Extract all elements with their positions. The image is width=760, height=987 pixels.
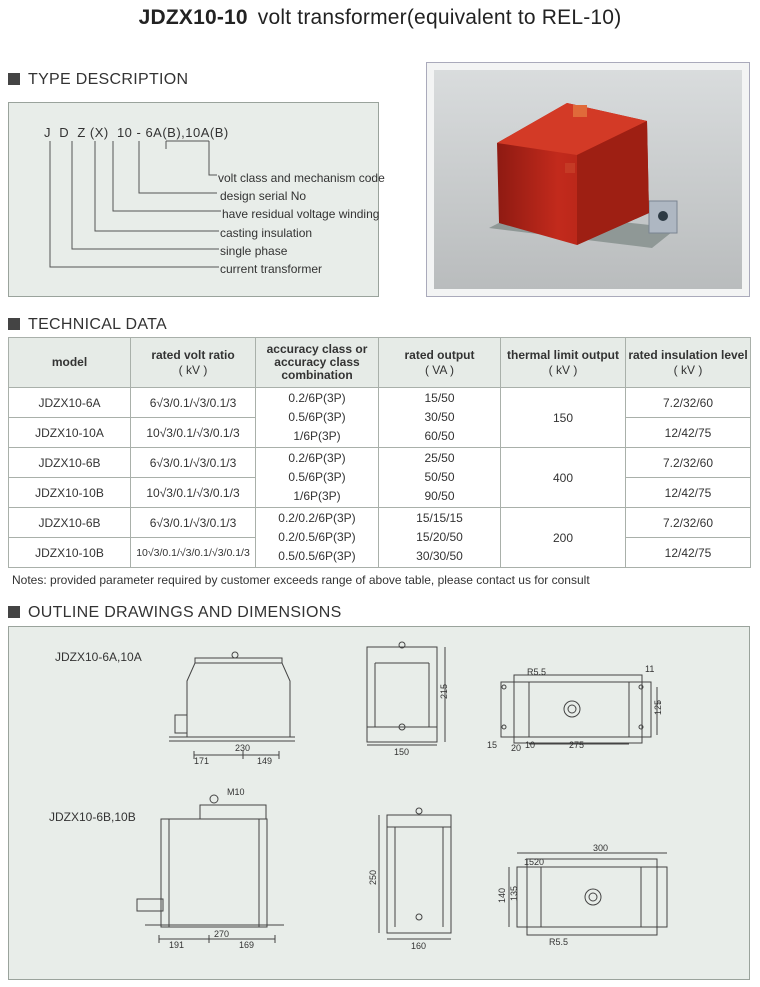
drawing-label-a: JDZX10-6A,10A <box>55 650 142 664</box>
dim-b-169: 169 <box>239 940 255 950</box>
cell-ratio: 6√3/0.1/√3/0.1/3 <box>131 388 256 418</box>
cell-model: JDZX10-6B <box>9 508 131 538</box>
technical-data-table <box>8 337 751 568</box>
table-row <box>9 508 751 538</box>
dim-b-r: R5.5 <box>549 937 569 947</box>
cell-thermal: 200 <box>501 508 626 568</box>
table-row <box>9 448 751 478</box>
type-description-panel <box>8 102 385 297</box>
cell-model: JDZX10-6A <box>9 388 131 418</box>
title-text: volt transformer(equivalent to REL-10) <box>257 6 622 29</box>
dim-b-250: 250 <box>368 869 378 885</box>
type-label-casting-insulation: casting insulation <box>220 226 313 240</box>
dim-a-230: 230 <box>235 743 251 753</box>
cell-insulation: 12/42/75 <box>626 538 751 568</box>
dim-b-160: 160 <box>411 941 427 951</box>
header-accuracy: accuracy class or accuracy class combination <box>256 338 379 388</box>
page-title <box>0 6 760 30</box>
section-bullet-icon <box>8 73 20 85</box>
dim-b-1520: 1520 <box>524 857 545 867</box>
cell-ratio: 10√3/0.1/√3/0.1/3 <box>131 478 256 508</box>
dim-a-171: 171 <box>194 756 210 766</box>
product-photo-frame <box>426 62 750 297</box>
drawing-label-b: JDZX10-6B,10B <box>49 810 136 824</box>
cell-thermal: 400 <box>501 448 626 508</box>
dim-a-r: R5.5 <box>527 667 547 677</box>
technical-data-heading: TECHNICAL DATA <box>8 316 167 334</box>
cell-accuracy-group: 0.2/6P(3P) 0.5/6P(3P) 1/6P(3P) <box>256 448 379 508</box>
outline-drawings-panel <box>8 626 750 980</box>
cell-ratio: 10√3/0.1/√3/0.1/√3/0.1/3 <box>131 538 256 568</box>
header-output: rated output ( VA ) <box>379 338 501 388</box>
header-thermal: thermal limit output ( kV ) <box>501 338 626 388</box>
cell-insulation: 12/42/75 <box>626 418 751 448</box>
type-code-leader-lines <box>9 103 380 298</box>
cell-thermal: 150 <box>501 388 626 448</box>
type-label-residual-winding: have residual voltage winding <box>222 207 380 221</box>
dim-a-149: 149 <box>257 756 273 766</box>
type-label-current-transformer: current transformer <box>220 262 323 276</box>
title-model: JDZX10-10 <box>138 6 248 29</box>
cell-output-group: 25/50 50/50 90/50 <box>379 448 501 508</box>
cell-accuracy-group: 0.2/0.2/6P(3P) 0.2/0.5/6P(3P) 0.5/0.5/6P(3P) <box>256 508 379 568</box>
cell-insulation: 12/42/75 <box>626 478 751 508</box>
type-label-design-serial: design serial No <box>220 189 307 203</box>
header-ratio: rated volt ratio ( kV ) <box>131 338 256 388</box>
dim-a-215: 215 <box>439 683 449 699</box>
cell-ratio: 6√3/0.1/√3/0.1/3 <box>131 508 256 538</box>
dim-b-m10: M10 <box>227 787 245 797</box>
transformer-photo <box>427 63 749 296</box>
table-header-row <box>9 338 751 388</box>
type-label-volt-class: volt class and mechanism code <box>218 171 385 185</box>
outline-heading: OUTLINE DRAWINGS AND DIMENSIONS <box>8 604 342 622</box>
cell-ratio: 10√3/0.1/√3/0.1/3 <box>131 418 256 448</box>
dim-b-270: 270 <box>214 929 230 939</box>
section-bullet-icon <box>8 318 20 330</box>
dim-a-150: 150 <box>394 747 410 757</box>
dim-b-135: 135 <box>509 885 519 901</box>
cell-model: JDZX10-6B <box>9 448 131 478</box>
dim-b-191: 191 <box>169 940 185 950</box>
header-insulation: rated insulation level ( kV ) <box>626 338 751 388</box>
cell-output-group: 15/15/15 15/20/50 30/30/50 <box>379 508 501 568</box>
type-label-single-phase: single phase <box>220 244 288 258</box>
cell-model: JDZX10-10B <box>9 538 131 568</box>
dim-a-20: 20 <box>511 743 522 753</box>
dim-b-300: 300 <box>593 843 609 853</box>
outline-drawings <box>9 627 751 981</box>
cell-ratio: 6√3/0.1/√3/0.1/3 <box>131 448 256 478</box>
dim-a-10: 10 <box>525 740 536 750</box>
section-bullet-icon <box>8 606 20 618</box>
dim-a-15: 15 <box>487 740 498 750</box>
cell-accuracy-group: 0.2/6P(3P) 0.5/6P(3P) 1/6P(3P) <box>256 388 379 448</box>
table-notes: Notes: provided parameter required by customer exceeds range of above table, please contact us for consult <box>12 573 590 587</box>
type-description-heading: TYPE DESCRIPTION <box>8 71 188 89</box>
dim-a-11: 11 <box>645 664 655 674</box>
cell-model: JDZX10-10B <box>9 478 131 508</box>
dim-a-125: 125 <box>653 699 663 715</box>
cell-insulation: 7.2/32/60 <box>626 508 751 538</box>
cell-output-group: 15/50 30/50 60/50 <box>379 388 501 448</box>
type-code: J D Z (X) 10 - 6A(B),10A(B) <box>44 125 229 140</box>
dim-b-140: 140 <box>497 887 507 903</box>
cell-model: JDZX10-10A <box>9 418 131 448</box>
header-model: model <box>9 338 131 388</box>
dim-a-275: 275 <box>569 740 585 750</box>
table-row <box>9 388 751 418</box>
cell-insulation: 7.2/32/60 <box>626 448 751 478</box>
cell-insulation: 7.2/32/60 <box>626 388 751 418</box>
